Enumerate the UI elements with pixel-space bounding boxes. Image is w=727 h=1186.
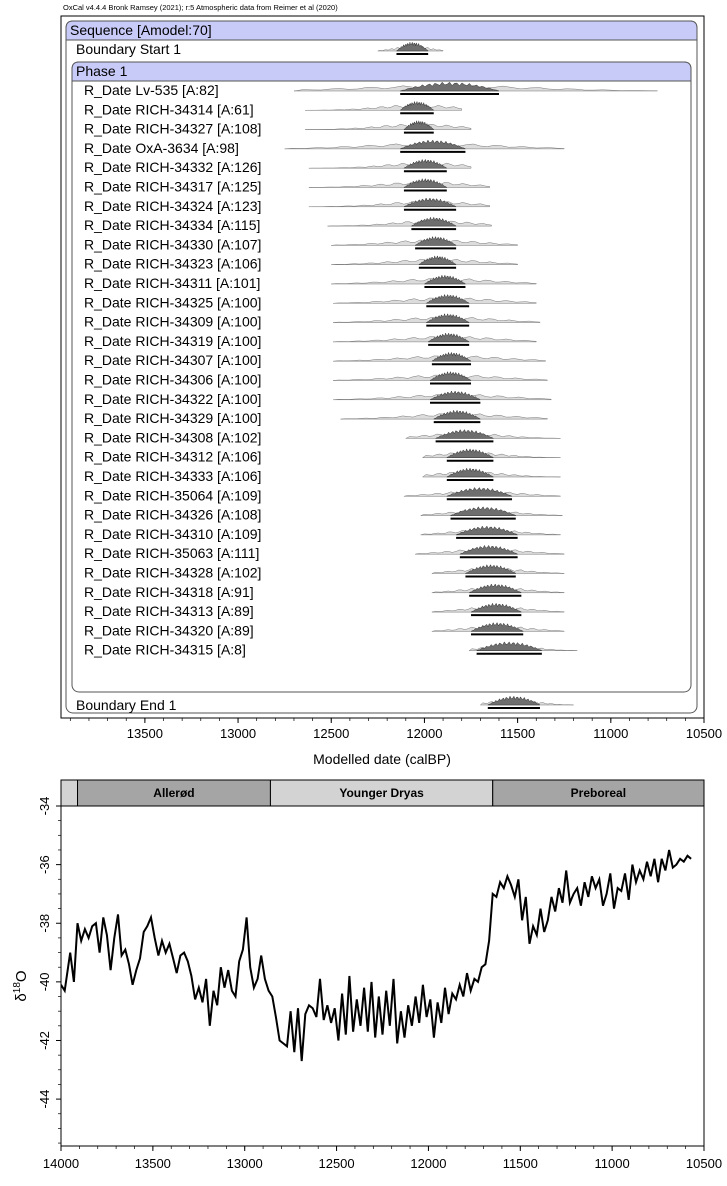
- date-label: R_Date RICH-34332 [A:126]: [84, 159, 262, 176]
- date-label: R_Date RICH-34319 [A:100]: [84, 332, 262, 349]
- d18o-x-tick-label: 10500: [685, 1156, 723, 1171]
- d18o-y-tick-label: -44: [37, 1089, 52, 1109]
- oxcal-header: OxCal v4.4.4 Bronk Ramsey (2021); r:5 Atmospheric data from Reimer et al (2020): [63, 3, 338, 12]
- date-label: R_Date RICH-34311 [A:101]: [84, 275, 261, 291]
- oxcal-x-tick-label: 13500: [126, 726, 163, 741]
- date-label: R_Date RICH-34333 [A:106]: [84, 468, 262, 484]
- d18o-y-tick-label: -38: [37, 913, 52, 933]
- oxcal-chart: [61, 3, 722, 767]
- oxcal-x-tick-label: 11000: [593, 726, 629, 741]
- date-label: R_Date OxA-3634 [A:98]: [84, 139, 239, 156]
- d18o-x-tick-label: 11500: [502, 1156, 538, 1171]
- phase-label: Phase 1: [76, 63, 128, 79]
- period-bar: [61, 780, 78, 806]
- oxcal-x-tick-label: 10500: [685, 726, 723, 741]
- date-label: R_Date RICH-34323 [A:106]: [84, 255, 262, 272]
- d18o-x-tick-label: 14000: [42, 1156, 80, 1171]
- date-label: R_Date RICH-34322 [A:100]: [84, 390, 262, 407]
- d18o-chart: [12, 780, 722, 1171]
- d18o-x-tick-label: 12000: [410, 1156, 447, 1171]
- d18o-y-tick-label: -42: [37, 1031, 52, 1050]
- oxcal-x-axis: [70, 718, 722, 741]
- d18o-y-axis-title: $\delta^{18}O$: [12, 970, 30, 1002]
- oxcal-x-tick-label: 13000: [219, 726, 257, 741]
- period-label: Younger Dryas: [339, 786, 424, 800]
- d18o-plot-frame: [61, 806, 704, 1146]
- period-label: Allerød: [153, 786, 195, 800]
- d18o-y-tick-label: -36: [37, 855, 52, 875]
- date-label: R_Date RICH-34330 [A:107]: [84, 236, 262, 253]
- date-label: R_Date RICH-34325 [A:100]: [84, 294, 262, 311]
- date-label: R_Date RICH-34318 [A:91]: [84, 583, 254, 600]
- d18o-x-tick-label: 11000: [594, 1156, 630, 1171]
- d18o-series-line: [61, 850, 691, 1061]
- date-label: R_Date Lv-535 [A:82]: [84, 82, 219, 98]
- d18o-x-tick-label: 13500: [134, 1156, 171, 1171]
- date-label: R_Date RICH-34334 [A:115]: [84, 217, 261, 234]
- d18o-x-tick-label: 13000: [226, 1156, 263, 1171]
- date-label: R_Date RICH-34315 [A:8]: [84, 641, 246, 658]
- oxcal-x-tick-label: 12500: [313, 726, 350, 741]
- date-label: R_Date RICH-35063 [A:111]: [84, 545, 260, 562]
- date-label: R_Date RICH-34326 [A:108]: [84, 506, 262, 523]
- date-label: R_Date RICH-34313 [A:89]: [84, 603, 254, 620]
- date-label: R_Date RICH-34317 [A:125]: [84, 178, 262, 195]
- oxcal-x-tick-label: 12000: [406, 726, 443, 741]
- d18o-y-tick-label: -34: [37, 796, 52, 816]
- oxcal-x-tick-label: 11500: [500, 726, 536, 741]
- date-label: R_Date RICH-35064 [A:109]: [84, 487, 262, 504]
- date-label: R_Date RICH-34309 [A:100]: [84, 313, 262, 330]
- d18o-y-tick-label: -40: [37, 972, 52, 992]
- date-label: R_Date RICH-34324 [A:123]: [84, 197, 262, 214]
- date-label: R_Date RICH-34320 [A:89]: [84, 622, 254, 639]
- oxcal-x-axis-title: Modelled date (calBP): [313, 751, 451, 767]
- date-label: R_Date RICH-34328 [A:102]: [84, 564, 262, 581]
- date-label: R_Date RICH-34329 [A:100]: [84, 410, 262, 427]
- boundary-end-label: Boundary End 1: [76, 697, 177, 713]
- boundary-start-label: Boundary Start 1: [76, 41, 182, 57]
- date-label: R_Date RICH-34310 [A:109]: [84, 525, 262, 542]
- date-label: R_Date RICH-34327 [A:108]: [84, 120, 262, 137]
- date-label: R_Date RICH-34312 [A:106]: [84, 448, 262, 465]
- d18o-x-tick-label: 12500: [318, 1156, 355, 1171]
- date-label: R_Date RICH-34308 [A:102]: [84, 429, 262, 446]
- phase-header-band: [72, 62, 691, 81]
- period-label: Preboreal: [570, 786, 627, 800]
- date-label: R_Date RICH-34314 [A:61]: [84, 101, 254, 118]
- sequence-label: Sequence [Amodel:70]: [70, 22, 212, 38]
- date-label: R_Date RICH-34307 [A:100]: [84, 352, 262, 369]
- date-label: R_Date RICH-34306 [A:100]: [84, 371, 262, 388]
